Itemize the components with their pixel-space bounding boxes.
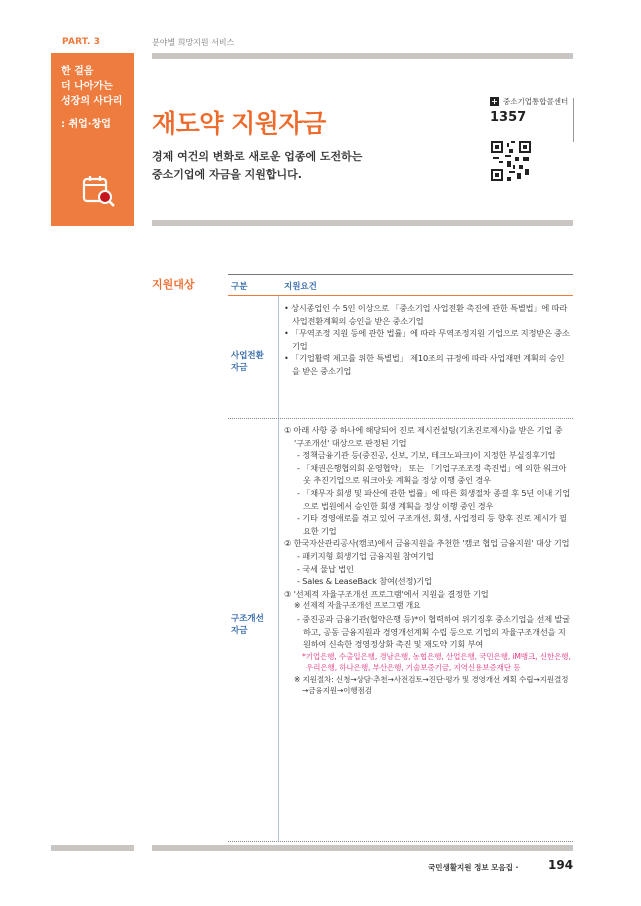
row-requirements [284,424,571,697]
qr-code-icon [491,141,531,181]
chapter-text [61,64,122,132]
target-label: 지원대상 [152,278,195,291]
chapter-box [51,53,134,226]
part-label: PART. 3 [62,37,101,47]
eligibility-table [228,274,573,842]
description-line: 중소기업에 자금을 지원합니다. [152,168,302,181]
row-category-line: 구조개선 [231,614,264,624]
process-note: ※ 지원절차: 신청→상담·추천→사전검토→진단·평가 및 경영개선 계획 수립→지원결정→금융지원→이행점검 [294,674,569,696]
mid-divider [152,220,573,226]
plus-icon: + [491,97,498,106]
row-category-line: 자금 [231,626,248,636]
table-row [228,296,573,419]
chapter-sub: : 취업·창업 [61,119,111,130]
page-title: 재도약 지원자금 [152,109,326,138]
column-divider [278,296,279,418]
chapter-line: 한 걸음 [61,66,94,77]
bottom-divider-left [51,845,134,851]
row-category [231,613,276,637]
description [152,148,362,184]
requirement-subitem: - 패키지형 회생기업 금융지원 참여기업 [297,550,434,561]
top-divider [152,53,573,59]
requirement-item: ① 아래 사항 중 하나에 해당되어 진로 제시컨설팅(기초진로제시)을 받은 기업 중 '구조개선' 대상으로 판정된 기업 [284,425,563,448]
requirement-item: • 「기업활력 제고를 위한 특별법」 제10조의 규정에 따라 사업재편 계획의 승인을 받은 중소기업 [284,353,565,376]
row-requirements [284,302,571,378]
requirement-subitem: - 「채무자 회생 및 파산에 관한 법률」에 따른 회생절차 종결 후 5년 이내 기업으로 법원에서 승인한 회생 계획을 정상 이행 중인 경우 [297,487,571,511]
requirement-subitem: - 정책금융기관 등(중진공, 신보, 기보, 테크노파크)이 지정한 부실징후기업 [297,450,556,461]
requirement-subitem: - 국세 물납 법인 [297,563,354,574]
header-category: 구분 [231,282,248,292]
contact-divider [573,98,574,142]
chapter-line: 더 나아가는 [61,81,113,92]
calendar-search-icon [81,173,117,209]
contact-phone: 1357 [490,110,527,125]
bottom-divider [152,845,573,851]
table-row [228,419,573,842]
header-requirement: 지원요건 [284,282,317,292]
contact-org-label: 중소기업통합콜센터 [503,97,569,106]
row-category-line: 자금 [231,363,248,373]
requirement-item: ② 한국자산관리공사(캠코)에서 금융지원을 추천한 '캠코 협업 금융지원' 대상 기업 [284,538,570,549]
contact-org [490,96,568,107]
row-category [231,350,276,374]
requirement-subitem: - Sales & LeaseBack 참여(선정)기업 [297,576,432,587]
chapter-line: 성장의 사다리 [61,96,123,107]
requirement-note: ※ 선제적 자율구조개선 프로그램 개요 [294,601,421,611]
row-category-line: 사업전환 [231,351,264,361]
requirement-subitem: - 「채권은행협의회 운영협약」 또는 「기업구조조정 촉진법」에 의한 워크아웃 추진기업으로 워크아웃 계획을 정상 이행 중인 경우 [297,462,567,486]
page-number: 194 [548,858,574,872]
table-header [228,274,573,296]
requirement-subitem: - 중진공과 금융기관(협약은행 등)*이 협력하여 위기징후 중소기업을 선제 발굴하고, 공동 금융지원과 경영개선계획 수립 등으로 기업의 자율구조개선을 지원하여 신속한 경영정상화 촉진 및 재도약 기회 부여 [297,613,570,650]
section-title: 분야별 희망지원 서비스 [152,38,235,47]
column-divider [278,419,279,841]
description-line: 경제 여건의 변화로 새로운 업종에 도전하는 [152,150,363,163]
footer-text: 국민생활지원 정보 모음집 · [428,863,519,872]
requirement-item: • 「무역조정 지원 등에 관한 법률」에 따라 무역조정지원 기업으로 지정받은 중소기업 [284,328,570,351]
requirement-subitem: - 기타 경영애로를 겪고 있어 구조개선, 회생, 사업정리 등 향후 진로 제시가 필요한 기업 [297,513,567,536]
requirement-item: • 상시종업인 수 5인 이상으로 「중소기업 사업전환 촉진에 관한 특별법」에 따라 사업전환계획의 승인을 받은 중소기업 [284,303,568,326]
partner-banks-note: *기업은행, 수출입은행, 경남은행, 농협은행, 산업은행, 국민은행, iM뱅크, 신한은행, 우리은행, 하나은행, 부산은행, 기술보증기금, 지역신용보증재단 등 [302,651,571,673]
requirement-item: ③ '선제적 자율구조개선 프로그램'에서 지원을 결정한 기업 [284,588,489,599]
